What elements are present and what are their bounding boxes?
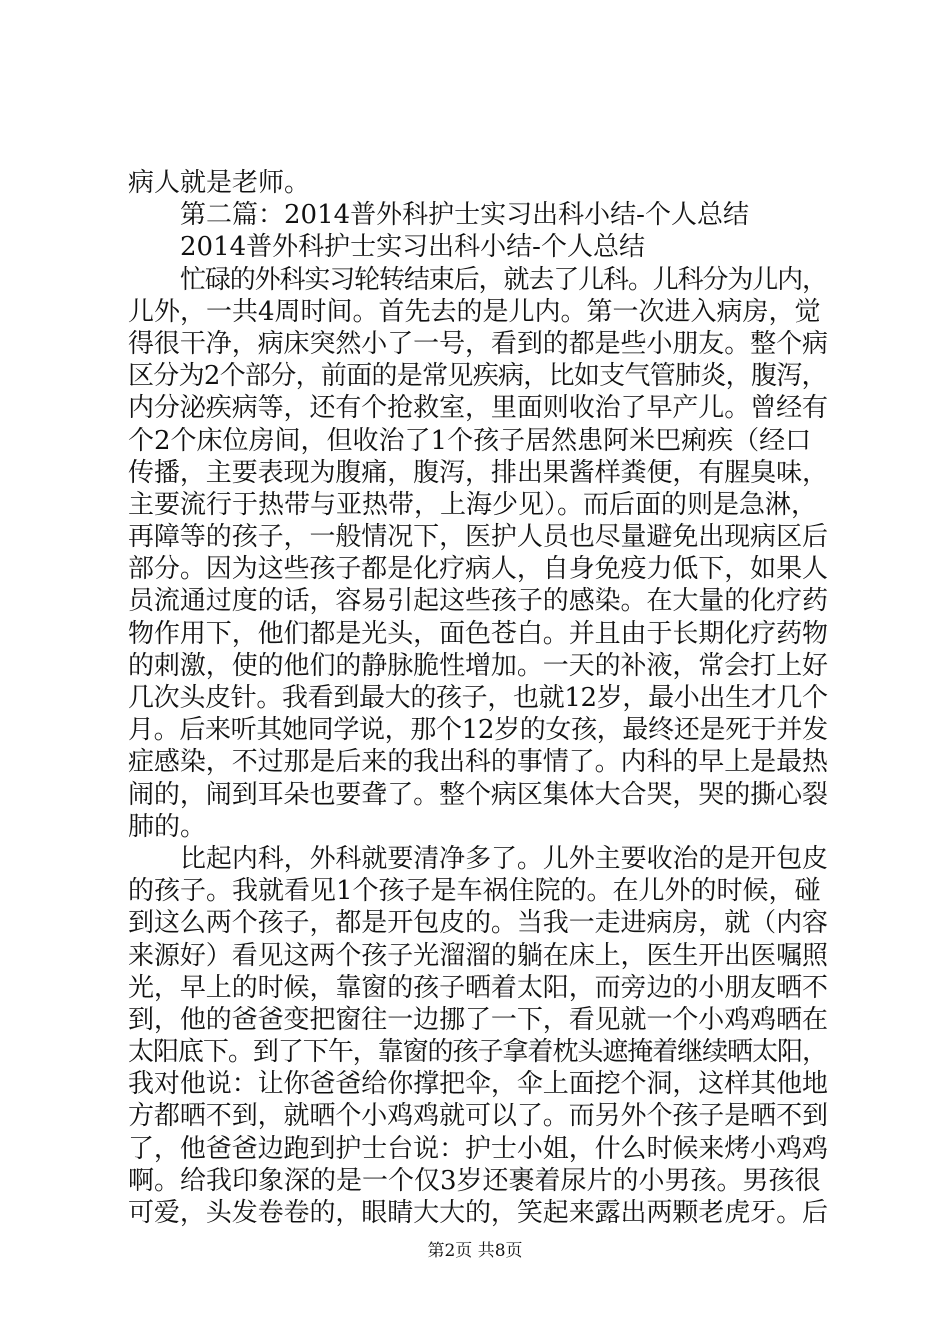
text-line: 我对他说：让你爸爸给你撑把伞，伞上面挖个洞，这样其他地 bbox=[128, 1069, 828, 1100]
text-line: 个2个床位房间，但收治了1个孩子居然患阿米巴痢疾（经口 bbox=[128, 425, 812, 456]
text-line: 可爱，头发卷卷的，眼睛大大的，笑起来露出两颗老虎牙。后 bbox=[128, 1198, 828, 1228]
text-line: 区分为2个部分，前面的是常见疾病，比如支气管肺炎，腹泻， bbox=[128, 361, 827, 392]
document-body bbox=[128, 167, 828, 1229]
text-line: 部分。因为这些孩子都是化疗病人，自身免疫力低下，如果人 bbox=[128, 554, 828, 585]
text-line: 月。后来听其她同学说，那个12岁的女孩，最终还是死于并发 bbox=[128, 715, 828, 746]
text-line: 再障等的孩子，一般情况下，医护人员也尽量避免出现病区后 bbox=[128, 522, 828, 553]
text-line: 得很干净，病床突然小了一号，看到的都是些小朋友。整个病 bbox=[128, 328, 828, 359]
text-line: 到，他的爸爸变把窗往一边挪了一下，看见就一个小鸡鸡晒在 bbox=[128, 1004, 828, 1035]
text-line: 光，早上的时候，靠窗的孩子晒着太阳，而旁边的小朋友晒不 bbox=[128, 972, 828, 1003]
text-line: 忙碌的外科实习轮转结束后，就去了儿科。儿科分为儿内， bbox=[180, 264, 827, 295]
text-line: 的孩子。我就看见1个孩子是车祸住院的。在儿外的时候，碰 bbox=[128, 876, 821, 907]
text-line: 比起内科，外科就要清净多了。儿外主要收治的是开包皮 bbox=[180, 843, 828, 874]
text-line: 内分泌疾病等，还有个抢救室，里面则收治了早产儿。曾经有 bbox=[128, 393, 828, 424]
text-line: 员流通过度的话，容易引起这些孩子的感染。在大量的化疗药 bbox=[128, 586, 828, 617]
text-line: 儿外，一共4周时间。首先去的是儿内。第一次进入病房，觉 bbox=[128, 296, 821, 327]
text-line: 来源好）看见这两个孩子光溜溜的躺在床上，医生开出医嘱照 bbox=[128, 940, 828, 971]
text-line: 啊。给我印象深的是一个仅3岁还裹着尿片的小男孩。男孩很 bbox=[128, 1165, 821, 1196]
text-line: 物作用下，他们都是光头，面色苍白。并且由于长期化疗药物 bbox=[128, 618, 828, 649]
text-line: 症感染，不过那是后来的我出科的事情了。内科的早上是最热 bbox=[128, 747, 828, 778]
text-line: 太阳底下。到了下午，靠窗的孩子拿着枕头遮掩着继续晒太阳， bbox=[128, 1037, 827, 1068]
text-line: 病人就是老师。 bbox=[128, 168, 311, 198]
text-line: 肺的。 bbox=[128, 811, 207, 842]
text-line: 的刺激，使的他们的静脉脆性增加。一天的补液，常会打上好 bbox=[128, 650, 828, 681]
text-line: 了，他爸爸边跑到护士台说：护士小姐，什么时候来烤小鸡鸡 bbox=[128, 1133, 828, 1164]
text-line: 闹的，闹到耳朵也要聋了。整个病区集体大合哭，哭的撕心裂 bbox=[128, 779, 828, 810]
text-line: 2014普外科护士实习出科小结-个人总结 bbox=[180, 232, 645, 263]
page-footer: 第2页 共8页 bbox=[427, 1241, 523, 1261]
text-line: 方都晒不到，就晒个小鸡鸡就可以了。而另外个孩子是晒不到 bbox=[128, 1101, 828, 1132]
text-line: 到这么两个孩子，都是开包皮的。当我一走进病房，就（内容 bbox=[128, 908, 828, 939]
text-line: 传播，主要表现为腹痛，腹泻，排出果酱样粪便，有腥臭味， bbox=[128, 457, 828, 488]
text-line: 第二篇：2014普外科护士实习出科小结-个人总结 bbox=[180, 200, 749, 231]
text-line: 几次头皮针。我看到最大的孩子，也就12岁，最小出生才几个 bbox=[128, 683, 828, 713]
text-line: 主要流行于热带与亚热带，上海少见）。而后面的则是急淋， bbox=[128, 489, 818, 520]
